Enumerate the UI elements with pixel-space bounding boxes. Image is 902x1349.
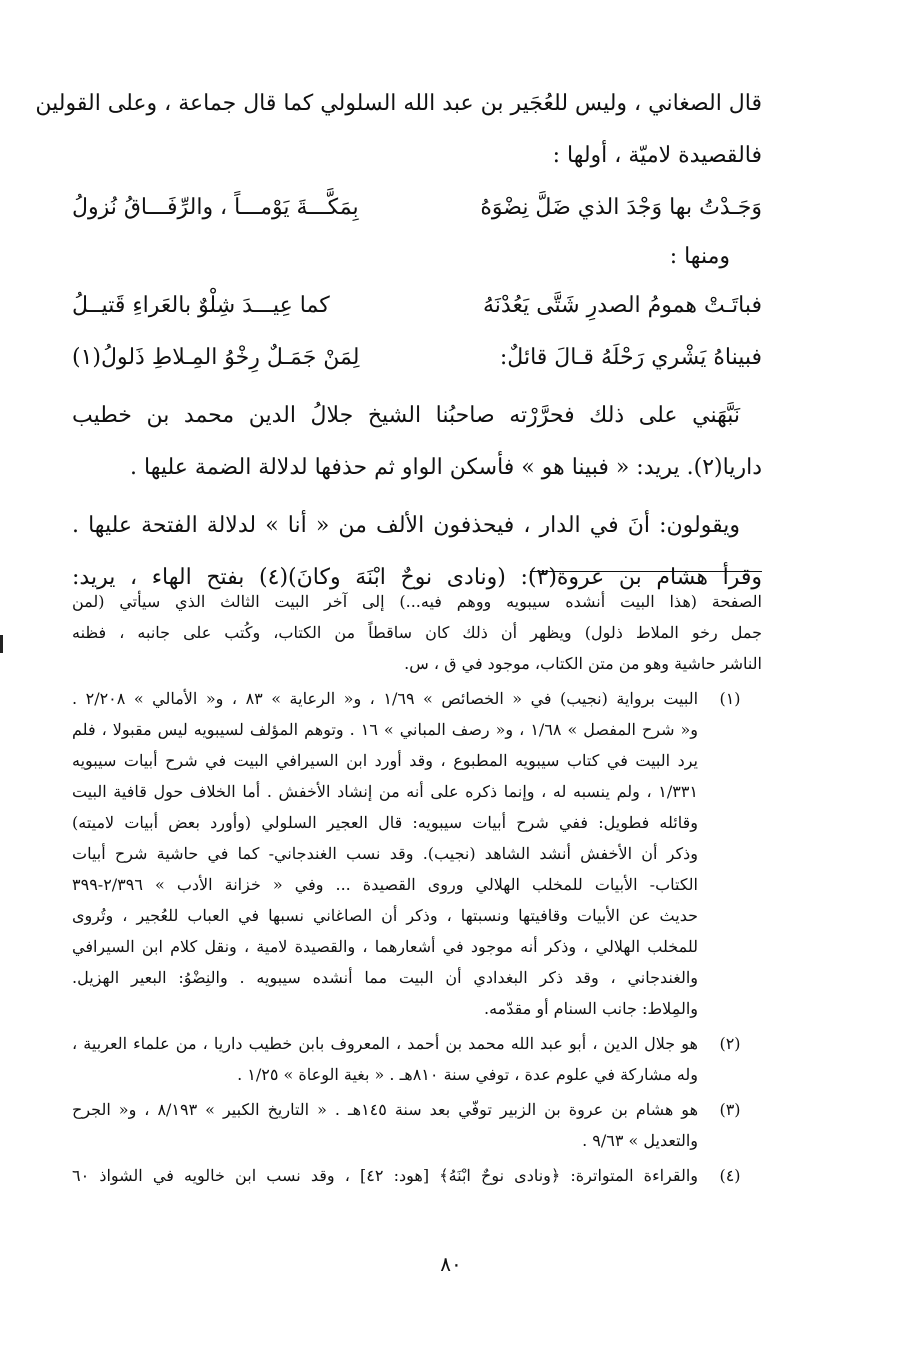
footnote-line: والغندجاني ، وقد ذكر البغدادي أن البيت مما أنشده سيبويه . والنِضْوُ: البعير الهزيل. (72, 968, 698, 987)
footnote-4 (72, 1160, 762, 1191)
footnote-line: وقائله فطويل: ففي شرح أبيات سيبويه: قال العجير السلولي (وأورد بعض أبيات لاميته) (72, 813, 698, 832)
footnote-line: و« شرح المفصل » ١/٦٨ ، و« رصف المباني » ١٦ . وتوهم المؤلف لسيبويه ليس مقبولا ، فلم (72, 720, 699, 739)
footnote-line: وله مشاركة في علوم عدة ، توفي سنة ٨١٠هـ . « بغية الوعاة » ١/٢٥ . (237, 1065, 698, 1084)
text-line: وقرأ هشام بن عروة(٣): (ونادى نوحٌ ابْنَهَ وكانَ)(٤) بفتح الهاء ، يريد: (72, 565, 762, 590)
main-text (35, 78, 762, 604)
footnote-line: للمخلب الهلالي ، وذكر أنه موجود في أشعارهما ، والقصيدة لامية ، ونقل كلام ابن السيرافي (72, 937, 698, 956)
footnote-line: ١/٣٣١ ، ولم ينسبه له ، وإنما ذكره على أنه من إنشاد الأخفش . أما الخلاف حول قافية البيت (72, 782, 698, 801)
poem-verse (72, 182, 762, 234)
poem-verse (72, 280, 762, 332)
text-line: ويقولون: أنَ في الدار ، فيحذفون الألف من « أنا » لدلالة الفتحة عليها . (72, 513, 740, 538)
verse-second-hemistich: بِمَكَّـــةَ يَوْمـــاً ، والرِّفَـــاقُ نُزولُ (72, 195, 359, 220)
paragraph (72, 390, 762, 494)
poem-verse (72, 332, 762, 384)
footnote-3 (72, 1094, 762, 1156)
text-line: قال الصغاني ، وليس للعُجَير بن عبد الله السلولي كما قال جماعة ، وعلى القولين (35, 91, 762, 116)
footnote-line: والتعديل » ٩/٦٣ . (582, 1131, 698, 1150)
footnote-line: الصفحة (هذا البيت أنشده سيبويه ووهم فيه...) إلى آخر البيت الثالث الذي سيأتي (لمن (72, 592, 762, 611)
text-line: فالقصيدة لاميّة ، أولها : (552, 143, 762, 168)
footnote-2 (72, 1028, 762, 1090)
footnote-line: هو جلال الدين ، أبو عبد الله محمد بن أحمد ، المعروف بابن خطيب داريا ، من علماء العربية ، (72, 1034, 698, 1053)
footnote-separator (530, 571, 762, 572)
verse-second-hemistich: لِمَنْ جَمَـلٌ رِخْوُ المِـلاطِ ذَلولُ(١) (72, 345, 360, 370)
footnote-number: (٣) (719, 1100, 741, 1119)
verse-first-hemistich: فباتَـتْ همومُ الصدرِ شَتَّى يَعُدْنَهُ (483, 293, 762, 318)
footnote-number: (٤) (719, 1166, 741, 1185)
footnote-number: (١) (719, 689, 741, 708)
footnote-line: الكتاب- الأبيات للمخلب الهلالي وروى القصيدة ... وفي « خزانة الأدب » ٢/٣٩٦-٣٩٩ (72, 875, 698, 894)
verse-second-hemistich: كما عِيـــدَ شِلْوٌ بالعَراءِ قَتيــلُ (72, 293, 330, 318)
footnotes (72, 586, 762, 1191)
text-line: نَبَّهَني على ذلك فحرَّرْته صاحبُنا الشيخ جلالُ الدين محمد بن خطيب (72, 403, 740, 428)
page-number: ٨٠ (440, 1252, 462, 1276)
footnote-1 (72, 683, 762, 1024)
footnote-line: البيت برواية (نجيب) في « الخصائص » ١/٦٩ ، و« الرعاية » ٨٣ ، و« الأمالي » ٢/٢٠٨ . (72, 689, 699, 708)
footnote-line: وذكر أن الأخفش أنشد الشاهد (نجيب). وقد نسب الغندجاني- كما في حاشية شرح أبيات (72, 844, 698, 863)
footnote-number: (٢) (719, 1034, 741, 1053)
section-label: ومنها : (669, 244, 730, 269)
footnote-line: هو هشام بن عروة بن الزبير توفّي بعد سنة ١٤٥هـ . « التاريخ الكبير » ٨/١٩٣ ، و« الجرح (72, 1100, 698, 1119)
footnote-line: والمِلاط: جانب السنام أو مقدّمه. (484, 999, 698, 1018)
footnote-line: حديث عن الأبيات وقافيتها ونسبتها ، وذكر أن الصاغاني نسبها في العباب للعُجير ، وتُروى (72, 906, 698, 925)
footnote-line: جمل رخو الملاط ذلول) ويظهر أن ذلك كان ساقطاً من الكتاب، وكُتب على جانبه ، فظنه (72, 623, 762, 642)
verse-first-hemistich: وَجَـدْتُ بها وَجْدَ الذي ضَلَّ نِضْوَهُ (480, 195, 762, 220)
footnote-line: الناشر حاشية وهو من متن الكتاب، موجود في ق ، س. (404, 654, 762, 673)
footnote-line: يرد البيت في كتاب سيبويه المطبوع ، وقد أورد ابن السيرافي البيت في شرح أبيات سيبويه (72, 751, 698, 770)
text-line: داريا(٢). يريد: « فبينا هو » فأسكن الواو ثم حذفها لدلالة الضمة عليها . (130, 455, 762, 480)
margin-mark (0, 635, 3, 653)
footnote-line: والقراءة المتواترة: ﴿ونادى نوحٌ ابْنَهُ﴾ [هود: ٤٢] ، وقد نسب ابن خالويه في الشواذ ٦٠ (72, 1166, 699, 1185)
verse-first-hemistich: فبيناهُ يَشْري رَحْلَهُ قـالَ قائلٌ: (499, 345, 762, 370)
